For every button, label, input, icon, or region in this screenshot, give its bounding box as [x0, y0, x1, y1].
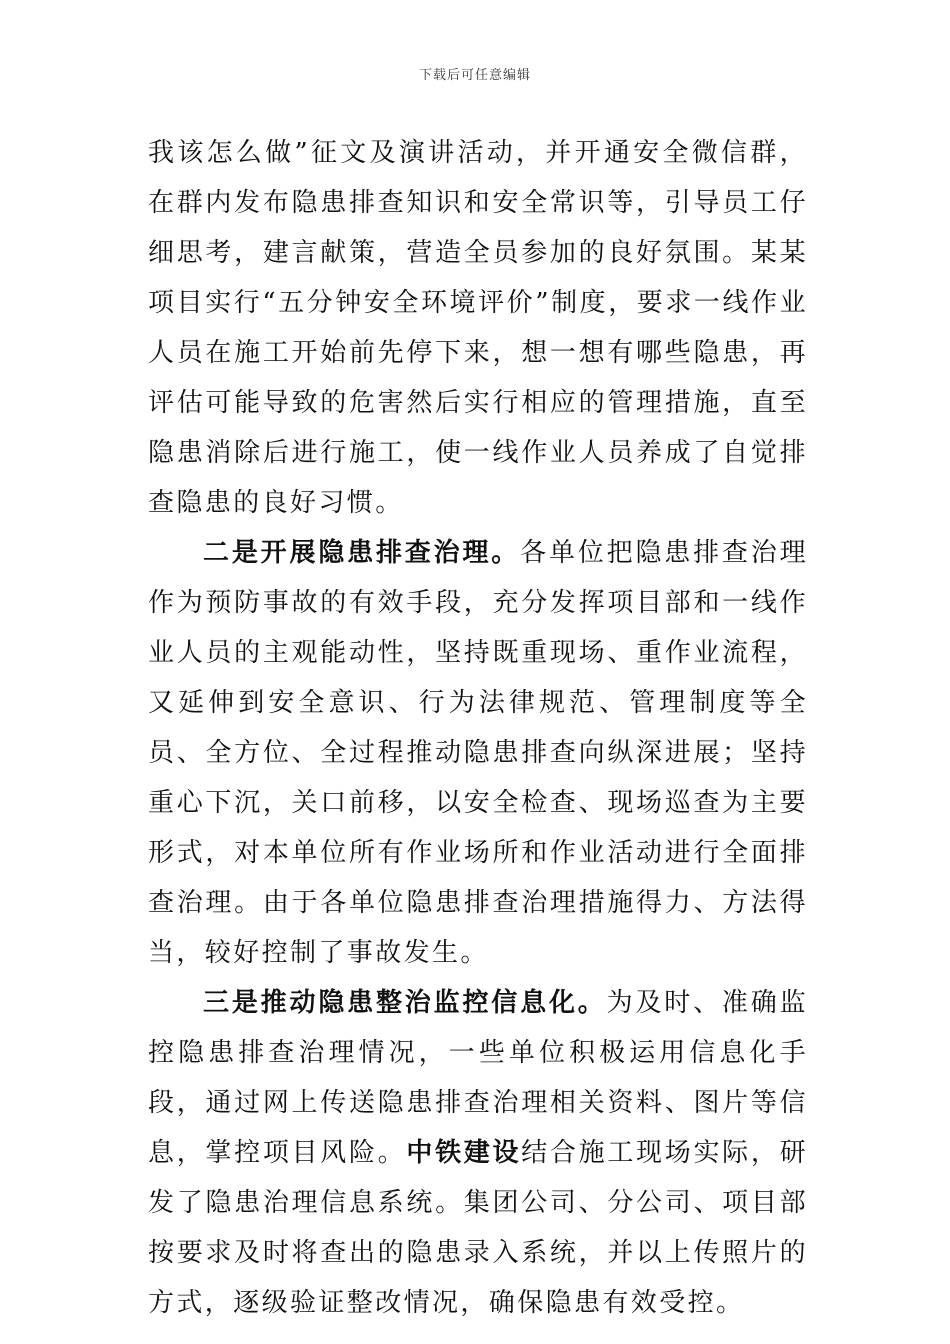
paragraph-2-heading: 二是开展隐患排查治理。 [203, 538, 521, 568]
paragraph-3-text-before: 为及时、准确监控隐患排查治理情况，一些单位积极运用信息化手段，通过网上传送隐患排查治理相关资料、图片等信息，掌控项目风险。 [148, 988, 808, 1168]
paragraph-1 [148, 128, 808, 528]
paragraph-3-company-name: 中铁建设 [406, 1138, 522, 1168]
paragraph-3-heading: 三是推动隐患整治监控信息化。 [203, 988, 607, 1018]
page-header: 下载后可任意编辑 [418, 68, 531, 83]
paragraph-2-text: 各单位把隐患排查治理作为预防事故的有效手段，充分发挥项目部和一线作业人员的主观能动性，坚持既重现场、重作业流程，又延伸到安全意识、行为法律规范、管理制度等全员、全方位、全过程推动隐患排查向纵深进展；坚持重心下沉，关口前移，以安全检查、现场巡查为主要形式，对本单位所有作业场所和作业活动进行全面排查治理。由于各单位隐患排查治理措施得力、方法得当，较好控制了事故发生。 [148, 538, 808, 968]
paragraph-2 [148, 528, 808, 978]
paragraph-1-text: 我该怎么做”征文及演讲活动，并开通安全微信群，在群内发布隐患排查知识和安全常识等，引导员工仔细思考，建言献策，营造全员参加的良好氛围。某某项目实行“五分钟安全环境评价”制度，要求一线作业人员在施工开始前先停下来，想一想有哪些隐患，再评估可能导致的危害然后实行相应的管理措施，直至隐患消除后进行施工，使一线作业人员养成了自觉排查隐患的良好习惯。 [148, 138, 808, 518]
paragraph-3 [148, 978, 808, 1328]
document-body [148, 128, 808, 1328]
paragraph-3-text-after: 结合施工现场实际，研发了隐患治理信息系统。集团公司、分公司、项目部按要求及时将查出的隐患录入系统，并以上传照片的方式，逐级验证整改情况，确保隐患有效受控。 [148, 1138, 808, 1318]
